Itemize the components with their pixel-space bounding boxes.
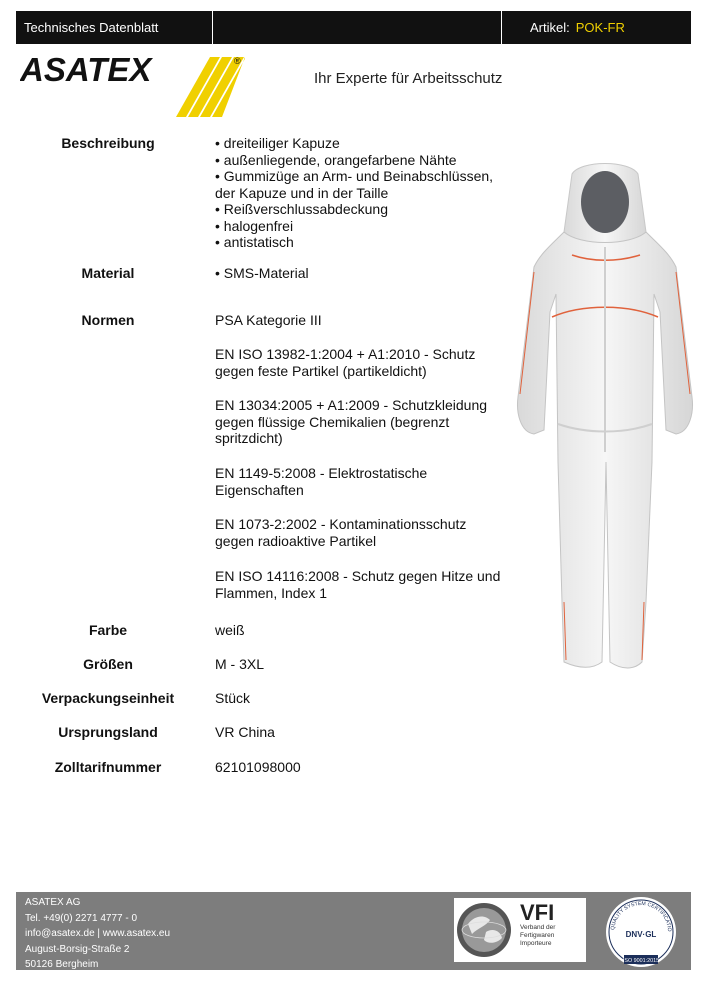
normen-block-5	[215, 516, 515, 549]
list-item: • dreiteiliger Kapuze	[215, 135, 515, 152]
list-item: • außenliegende, orangefarbene Nähte	[215, 152, 515, 169]
label-material: Material	[81, 265, 135, 281]
normen-block-6	[215, 568, 515, 601]
normen-block-4	[215, 465, 515, 498]
article-value: POK-FR	[575, 20, 625, 35]
list-item: • halogenfrei	[215, 218, 515, 235]
label-normen: Normen	[81, 312, 135, 328]
value-zolltarifnummer: 62101098000	[215, 759, 301, 775]
norm-line: EN 1073-2:2002 - Kontaminationsschutz	[215, 516, 467, 532]
header-bar	[16, 11, 691, 44]
dnv-iso: ISO 9001:2015	[622, 958, 660, 964]
norm-line: EN ISO 13982-1:2004 + A1:2010 - Schutz	[215, 346, 476, 362]
norm-line: EN 1149-5:2008 - Elektrostatische	[215, 465, 428, 481]
value-groessen: M - 3XL	[215, 656, 265, 672]
label-beschreibung: Beschreibung	[61, 135, 155, 151]
norm-line: PSA Kategorie III	[215, 312, 322, 328]
article-field	[502, 11, 691, 44]
doc-type: Technisches Datenblatt	[16, 11, 213, 44]
company-web: info@asatex.de | www.asatex.eu	[25, 928, 171, 939]
company-name: ASATEX AG	[25, 897, 81, 908]
list-item: • SMS-Material	[215, 265, 515, 282]
value-verpackungseinheit: Stück	[215, 690, 251, 706]
company-street: August-Borsig-Straße 2	[25, 943, 130, 955]
label-farbe: Farbe	[88, 622, 128, 638]
company-city: 50126 Bergheim	[25, 959, 99, 970]
globe-icon	[454, 898, 514, 962]
norm-line: Eigenschaften	[215, 481, 304, 498]
normen-block-2	[215, 346, 515, 379]
vfi-sub-3: Importeure	[520, 940, 552, 947]
norm-line: gegen feste Partikel (partikeldicht)	[215, 362, 427, 379]
label-ursprungsland: Ursprungsland	[58, 724, 158, 740]
material-list	[215, 265, 515, 282]
list-item: • Gummizüge an Arm- und Beinabschlüssen,	[215, 168, 515, 185]
norm-line: spritzdicht)	[215, 430, 283, 446]
logo-wordmark: ASATEX	[20, 51, 152, 88]
vfi-sub-1: Verband der	[520, 924, 556, 931]
norm-line: EN 13034:2005 + A1:2009 - Schutzkleidung	[215, 397, 488, 413]
normen-block-1	[215, 312, 515, 329]
normen-block-3	[215, 397, 515, 447]
beschreibung-list	[215, 135, 515, 251]
vfi-sub-2: Fertigwaren	[520, 932, 555, 939]
norm-line: gegen flüssige Chemikalien (begrenzt	[215, 413, 450, 430]
footer	[16, 892, 691, 970]
article-label: Artikel:	[530, 20, 570, 35]
norm-line: EN ISO 14116:2008 - Schutz gegen Hitze und	[215, 568, 501, 584]
vfi-title: VFI	[520, 900, 555, 925]
label-groessen: Größen	[83, 656, 133, 672]
vfi-text	[520, 902, 555, 948]
label-verpackungseinheit: Verpackungseinheit	[41, 690, 175, 706]
label-zolltarifnummer: Zolltarifnummer	[54, 759, 162, 775]
dnv-ring-text: QUALITY SYSTEM CERTIFICATIO	[610, 900, 673, 932]
tagline: Ihr Experte für Arbeitsschutz	[314, 70, 503, 87]
company-phone: Tel. +49(0) 2271 4777 - 0	[25, 912, 138, 924]
dnv-gl-certification-badge	[604, 895, 678, 969]
norm-line: gegen radioaktive Partikel	[215, 532, 377, 549]
logo-stripes-icon	[176, 57, 245, 117]
header-empty-cell	[213, 11, 502, 44]
norm-line: Flammen, Index 1	[215, 584, 328, 601]
registered-mark: ®	[234, 56, 241, 66]
value-farbe: weiß	[215, 622, 245, 638]
value-ursprungsland: VR China	[215, 724, 275, 740]
vfi-badge	[454, 898, 586, 962]
coverall-product-image	[512, 162, 697, 674]
list-item: • antistatisch	[215, 234, 515, 251]
list-item: • Reißverschlussabdeckung	[215, 201, 515, 218]
dnv-brand: DNV·GL	[625, 930, 657, 939]
asatex-logo	[20, 51, 245, 121]
company-address	[25, 895, 170, 973]
list-item-continuation: der Kapuze und in der Taille	[215, 184, 389, 201]
